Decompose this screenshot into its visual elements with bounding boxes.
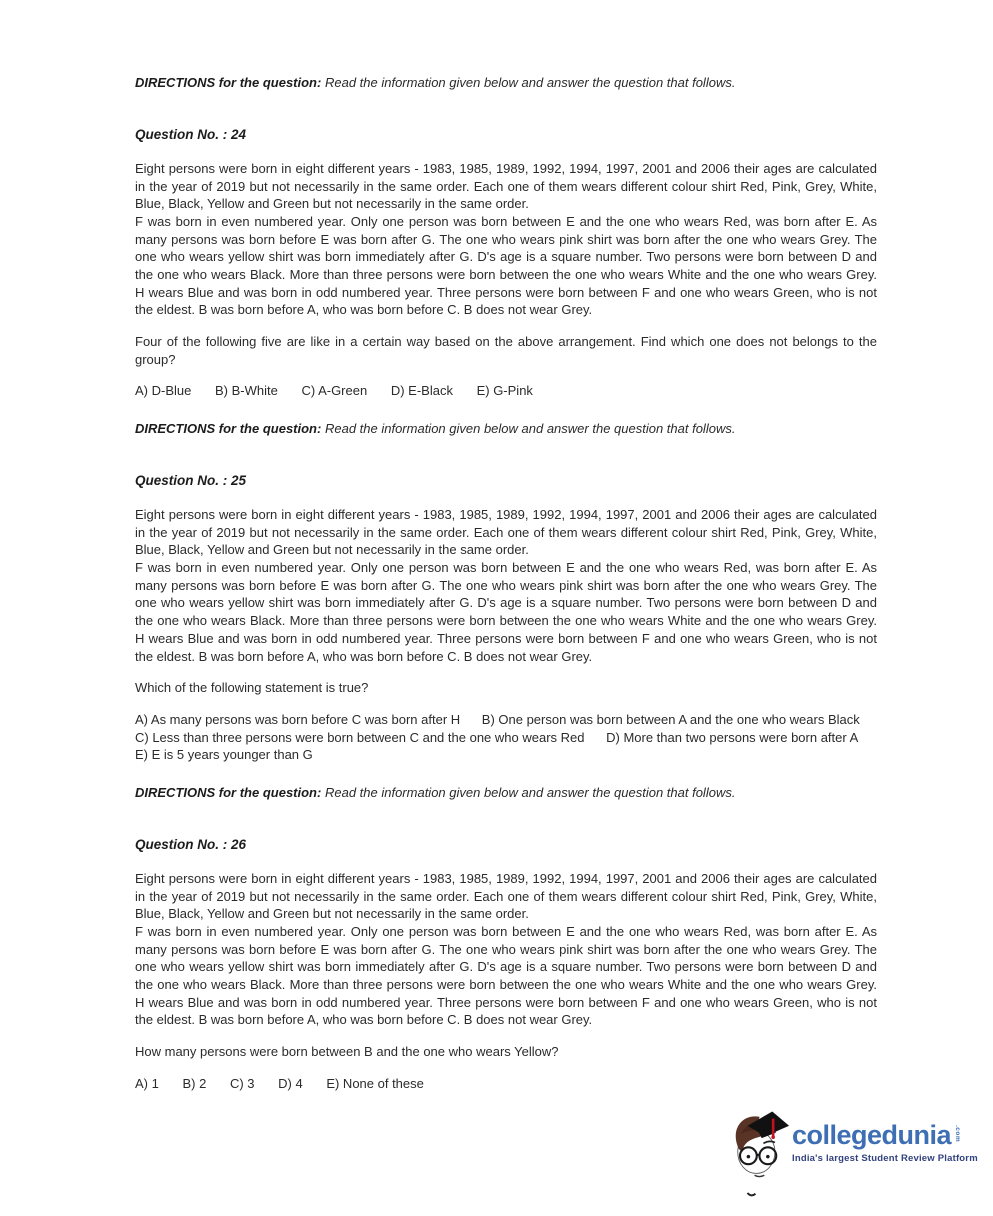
option-a: A) 1 — [135, 1075, 159, 1091]
passage-clues: F was born in even numbered year. Only one person was born between E and the one who wears Red, was born after E. As many persons was born before E was born after G. The one who wears pink shirt was born after the one who wears Grey. The one who wears yellow shirt was born immediately after G. D's age is a square number. Two persons were born between D and the one who wears Black. More than three persons were born between the one who wears White and the one who wears Grey. H wears Blue and was born in odd numbered year. Three persons were born between F and one who wears Green, who is not the eldest. B was born before A, who was born before C. B does not wear Grey. — [135, 560, 877, 664]
question-number: Question No. : 26 — [135, 836, 247, 852]
option-c: C) Less than three persons were born between C and the one who wears Red — [135, 729, 585, 745]
option-c: C) A-Green — [301, 383, 368, 399]
directions-label: DIRECTIONS for the question: — [135, 421, 322, 437]
passage-intro: Eight persons were born in eight different years - 1983, 1985, 1989, 1992, 1994, 1997, 2001 and 2006 their ages are calculated in the year of 2019 but not necessarily in the same order. Each one of them wears different colour shirt Red, Pink, Grey, White, Blue, Black, Yellow and Green but not necessarily in the same order. — [135, 870, 877, 922]
passage-intro: Eight persons were born in eight different years - 1983, 1985, 1989, 1992, 1994, 1997, 2001 and 2006 their ages are calculated in the year of 2019 but not necessarily in the same order. Each one of them wears different colour shirt Red, Pink, Grey, White, Blue, Black, Yellow and Green but not necessarily in the same order. — [135, 161, 877, 212]
question-block-24 — [135, 74, 877, 400]
passage — [135, 506, 877, 665]
option-b: B) B-White — [214, 383, 278, 399]
collegedunia-logo — [728, 1108, 984, 1205]
brand-row — [792, 1122, 978, 1149]
options-row — [135, 382, 877, 400]
option-d: D) 4 — [278, 1075, 303, 1091]
options-line-1 — [135, 711, 877, 729]
passage-intro: Eight persons were born in eight different years - 1983, 1985, 1989, 1992, 1994, 1997, 2001 and 2006 their ages are calculated in the year of 2019 but not necessarily in the same order. Each one of them wears different colour shirt Red, Pink, Grey, White, Blue, Black, Yellow and Green but not necessarily in the same order. — [135, 507, 877, 558]
collegedunia-mascot-icon — [728, 1108, 790, 1205]
question-text: Four of the following five are like in a certain way based on the above arrangement. Find which one does not belongs to the group? — [135, 334, 877, 367]
option-c: C) 3 — [229, 1075, 255, 1091]
passage — [135, 870, 877, 1029]
passage — [135, 160, 877, 319]
question-block-26 — [135, 784, 877, 1092]
page-content — [135, 0, 877, 1092]
question-text: How many persons were born between B and the one who wears Yellow? — [135, 1043, 559, 1059]
option-e: E) E is 5 years younger than G — [135, 747, 313, 763]
options-line-3 — [135, 746, 877, 764]
brand-name: collegedunia — [792, 1120, 952, 1150]
directions — [135, 420, 877, 438]
passage-clues: F was born in even numbered year. Only one person was born between E and the one who wears Red, was born after E. As many persons was born before E was born after G. The one who wears pink shirt was born after the one who wears Grey. The one who wears yellow shirt was born immediately after G. D's age is a square number. Two persons were born between D and the one who wears Black. More than three persons were born between the one who wears White and the one who wears Grey. H wears Blue and was born in odd numbered year. Three persons were born between F and one who wears Green, who is not the eldest. B was born before A, who was born before C. B does not wear Grey. — [135, 923, 877, 1028]
directions — [135, 74, 877, 92]
options-group — [135, 711, 877, 764]
options-line-2 — [135, 729, 877, 747]
directions — [135, 784, 877, 802]
question-block-25 — [135, 420, 877, 764]
option-d: D) More than two persons were born after A — [606, 729, 859, 745]
option-a: A) As many persons was born before C was born after H — [135, 711, 461, 727]
question-number: Question No. : 24 — [135, 126, 247, 142]
option-e: E) None of these — [326, 1075, 424, 1091]
options-row — [135, 1075, 877, 1093]
option-e: E) G-Pink — [476, 383, 533, 399]
option-d: D) E-Black — [390, 383, 453, 399]
question-number: Question No. : 25 — [135, 472, 247, 488]
directions-label: DIRECTIONS for the question: — [135, 75, 322, 90]
option-b: B) One person was born between A and the one who wears Black — [481, 711, 860, 727]
brand-tld: .com — [953, 1125, 961, 1143]
question-text: Which of the following statement is true? — [135, 680, 369, 696]
directions-text: Read the information given below and answer the question that follows. — [324, 75, 736, 90]
directions-label: DIRECTIONS for the question: — [135, 784, 322, 800]
passage-clues: F was born in even numbered year. Only one person was born between E and the one who wears Red, was born after E. As many persons was born before E was born after G. The one who wears pink shirt was born after the one who wears Grey. The one who wears yellow shirt was born immediately after G. D's age is a square number. Two persons were born between D and the one who wears Black. More than three persons were born between the one who wears White and the one who wears Grey. H wears Blue and was born in odd numbered year. Three persons were born between F and one who wears Green, who is not the eldest. B was born before A, who was born before C. B does not wear Grey. — [135, 214, 877, 318]
logo-text-column — [792, 1122, 978, 1166]
directions-text: Read the information given below and answer the question that follows. — [324, 421, 736, 437]
option-b: B) 2 — [182, 1075, 207, 1091]
option-a: A) D-Blue — [135, 383, 192, 399]
brand-tagline: India's largest Student Review Platform — [792, 1153, 978, 1164]
directions-text: Read the information given below and answer the question that follows. — [324, 784, 736, 800]
